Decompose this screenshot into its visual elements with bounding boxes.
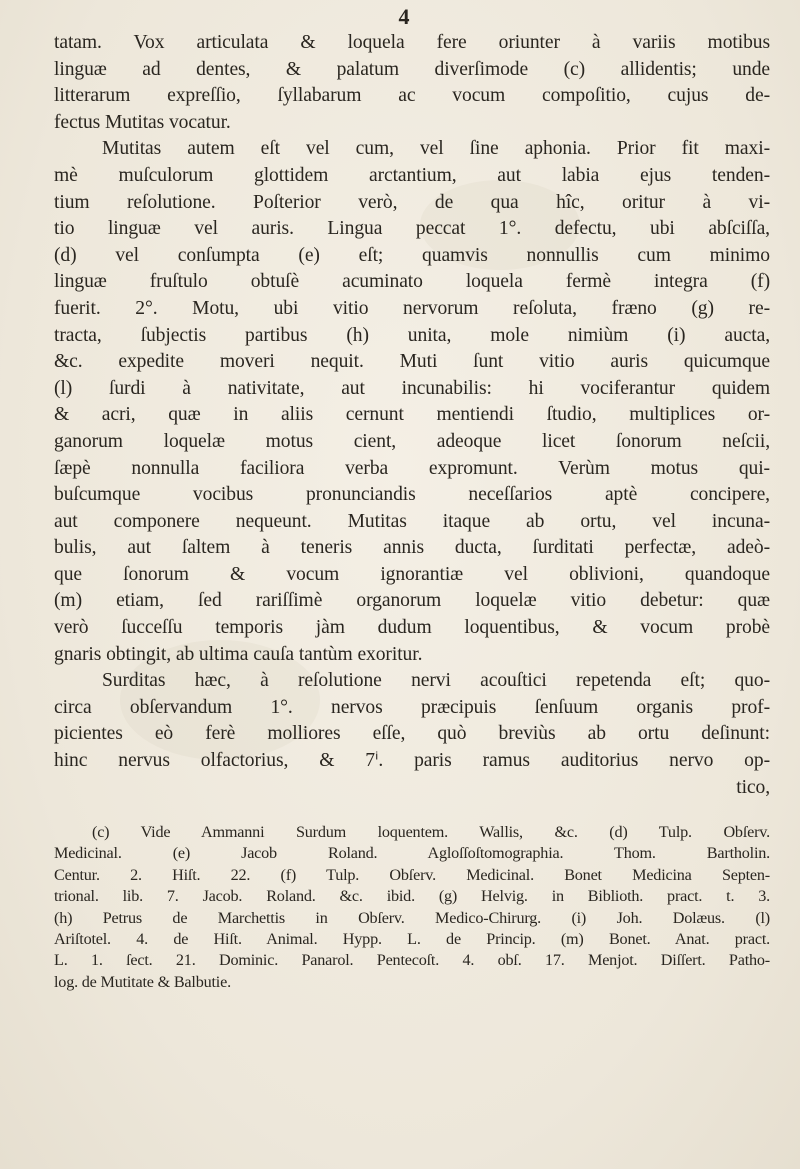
footnote-line: Centur. 2. Hiſt. 22. (f) Tulp. Obſerv. Medicinal. Bonet Medicina Septen- xyxy=(54,865,770,884)
text-line: verò ſucceſſu temporis jàm dudum loquentibus, & vocum probè xyxy=(54,617,770,639)
text-line: que ſonorum & vocum ignorantiæ vel oblivioni, quandoque xyxy=(54,563,770,585)
text-line: buſcumque vocibus pronunciandis neceſſarios aptè concipere, xyxy=(54,484,770,506)
catchword: tico, xyxy=(736,776,770,798)
text-line: circa obſervandum 1°. nervos præcipuis ſenſuum organis prof- xyxy=(54,696,770,718)
text-line: Surditas hæc, à reſolutione nervi acouſtici repetenda eſt; quo- xyxy=(102,670,770,692)
footnote-line: (h) Petrus de Marchettis in Obſerv. Medico-Chirurg. (i) Joh. Dolæus. (l) xyxy=(54,908,770,927)
page-number: 4 xyxy=(398,4,410,29)
footnote-line: (c) Vide Ammanni Surdum loquentem. Wallis, &c. (d) Tulp. Obſerv. xyxy=(92,823,770,841)
text-line: ganorum loquelæ motus cient, adeoque licet ſonorum neſcii, xyxy=(54,430,770,452)
text-line: hinc nervus olfactorius, & 7ⁱ. paris ramus auditorius nervo op- xyxy=(54,750,770,772)
footnote-line: L. 1. ſect. 21. Dominic. Panarol. Pentecoſt. 4. obſ. 17. Menjot. Diſſert. Patho- xyxy=(54,951,770,970)
text-line: (m) etiam, ſed rariſſimè organorum loquelæ vitio debetur: quæ xyxy=(54,590,770,612)
text-line: gnaris obtingit, ab ultima cauſa tantùm exoritur. xyxy=(54,643,423,665)
text-line: &c. expedite moveri nequit. Muti ſunt vitio auris quicumque xyxy=(54,351,770,373)
text-line: Mutitas autem eſt vel cum, vel ſine aphonia. Prior fit maxi- xyxy=(102,138,770,160)
text-line: & acri, quæ in aliis cernunt mentiendi ſtudio, multiplices or- xyxy=(54,404,770,426)
text-line: ſæpè nonnulla faciliora verba expromunt. Verùm motus qui- xyxy=(54,457,770,479)
text-line: linguæ fruſtulo obtuſè acuminato loquela fermè integra (f) xyxy=(54,271,770,293)
text-line: tio linguæ vel auris. Lingua peccat 1°. defectu, ubi abſciſſa, xyxy=(54,218,770,240)
text-line: tatam. Vox articulata & loquela fere oriunter à variis motibus xyxy=(54,32,770,53)
text-line: (l) ſurdi à nativitate, aut incunabilis: hi vociferantur quidem xyxy=(54,377,770,399)
text-line: picientes eò ferè molliores eſſe, quò breviùs ab ortu deſinunt: xyxy=(54,723,770,745)
text-line: tium reſolutione. Poſterior verò, de qua hîc, oritur à vi- xyxy=(54,191,770,213)
main-text xyxy=(54,30,770,801)
text-line: linguæ ad dentes, & palatum diverſimode (c) allidentis; unde xyxy=(54,58,770,80)
text-line: mè muſculorum glottidem arctantium, aut labia ejus tenden- xyxy=(54,164,770,186)
text-line: fectus Mutitas vocatur. xyxy=(54,111,231,133)
footnote-line: trional. lib. 7. Jacob. Roland. &c. ibid. (g) Helvig. in Biblioth. pract. t. 3. xyxy=(54,887,770,906)
footnote-line: Ariſtotel. 4. de Hiſt. Animal. Hypp. L. de Princip. (m) Bonet. Anat. pract. xyxy=(54,929,770,948)
footnote-line: log. de Mutitate & Balbutie. xyxy=(54,972,231,991)
footnotes xyxy=(54,822,770,993)
text-line: litterarum expreſſio, ſyllabarum ac vocum compoſitio, cujus de- xyxy=(54,85,770,107)
text-line: (d) vel conſumpta (e) eſt; quamvis nonnullis cum minimo xyxy=(54,244,770,266)
text-line: bulis, aut ſaltem à teneris annis ducta, ſurditati perfectæ, adeò- xyxy=(54,537,770,559)
text-line: tracta, ſubjectis partibus (h) unita, mole nimiùm (i) aucta, xyxy=(54,324,770,346)
text-line: aut componere nequeunt. Mutitas itaque ab ortu, vel incuna- xyxy=(54,510,770,532)
footnote-line: Medicinal. (e) Jacob Roland. Agloſſoſtomographia. Thom. Bartholin. xyxy=(54,844,770,863)
text-line: fuerit. 2°. Motu, ubi vitio nervorum reſoluta, fræno (g) re- xyxy=(54,297,770,319)
